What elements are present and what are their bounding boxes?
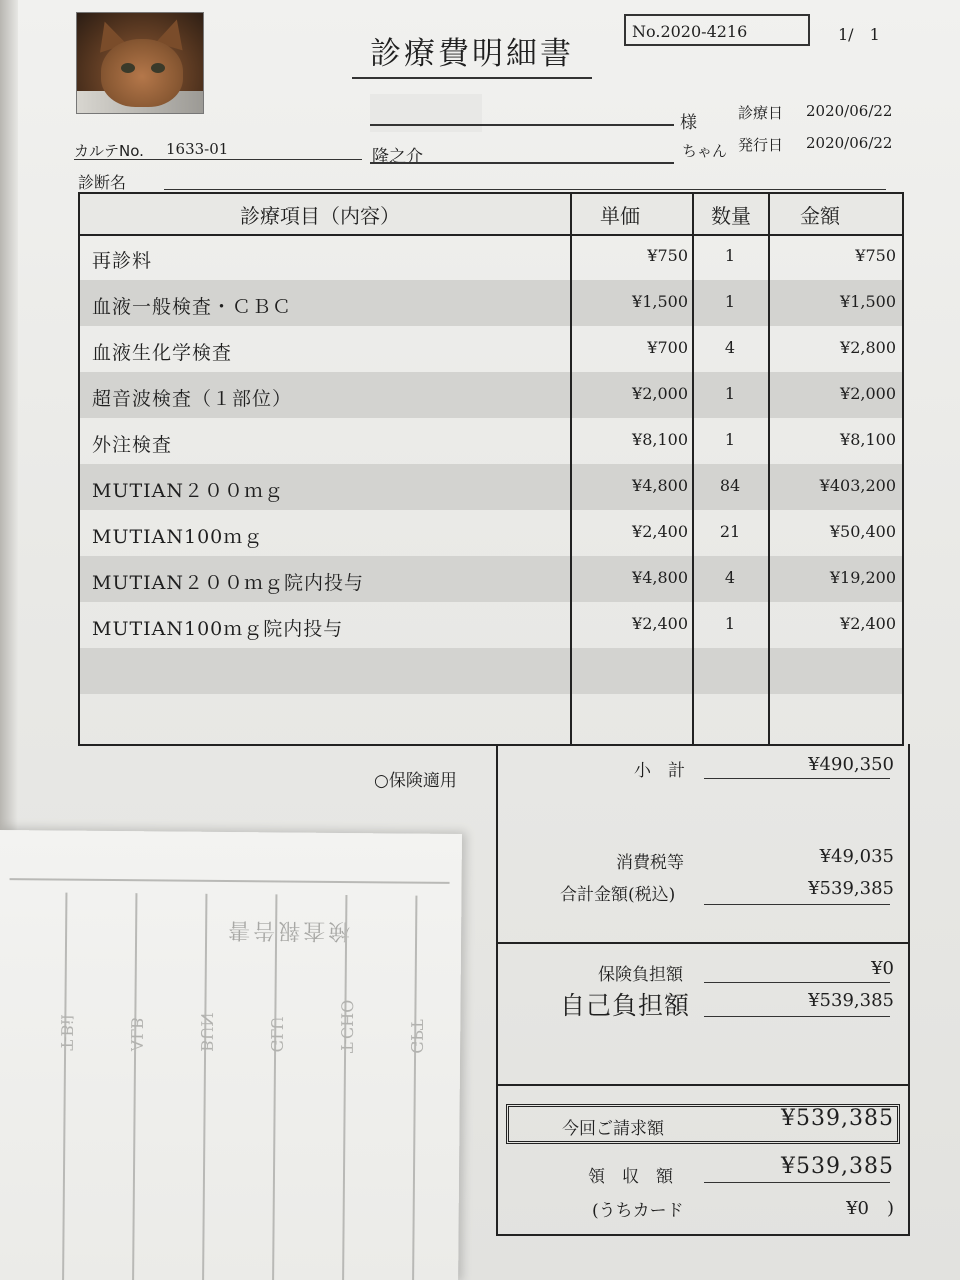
- owner-name-redacted: [370, 94, 482, 132]
- insurance-burden-value: ¥0: [871, 958, 894, 979]
- page-number: 1/ 1: [838, 25, 880, 44]
- lab-report-column: [272, 894, 277, 1280]
- visit-date: 2020/06/22: [806, 102, 893, 120]
- billing-label: 今回ご請求額: [562, 1119, 664, 1139]
- row-price: ¥750: [647, 246, 688, 265]
- lab-report-column: [132, 893, 137, 1280]
- pet-name-underline: [370, 162, 674, 164]
- insurance-note: ○保険適用: [374, 771, 457, 791]
- header-item: 診療項目（内容）: [240, 204, 400, 228]
- subtotal-underline: [704, 778, 890, 779]
- row-price: ¥1,500: [632, 292, 688, 311]
- summary-divider: [498, 1084, 908, 1086]
- issue-date: 2020/06/22: [806, 134, 893, 152]
- row-qty: 1: [724, 292, 736, 311]
- row-qty: 1: [724, 384, 736, 403]
- lab-report-column: [202, 894, 207, 1280]
- table-row: [80, 648, 902, 694]
- total-label: 合計金額(税込): [560, 885, 676, 905]
- diagnosis-label: 診断名: [78, 173, 127, 192]
- table-row: [80, 602, 902, 648]
- pet-name: 隆之介: [372, 147, 423, 167]
- lab-report-title: 検査報告書: [225, 916, 351, 944]
- lab-item: T-Bil: [57, 1014, 77, 1051]
- table-row: [80, 372, 902, 418]
- row-price: ¥700: [647, 338, 688, 357]
- row-price: ¥4,800: [632, 568, 688, 587]
- diagnosis-underline: [164, 189, 886, 190]
- row-qty: 1: [724, 246, 736, 265]
- honorific-sama: 様: [680, 113, 697, 133]
- row-amount: ¥750: [855, 246, 896, 265]
- subtotal-label: 小 計: [634, 761, 685, 781]
- header-quantity: 数量: [711, 204, 751, 228]
- row-item: MUTIAN２００ｍｇ院内投与: [92, 572, 364, 594]
- table-row: [80, 280, 902, 326]
- received-underline: [704, 1182, 890, 1183]
- row-item: 外注検査: [92, 434, 173, 456]
- column-divider: [692, 194, 694, 744]
- karte-underline: [74, 159, 362, 160]
- self-burden-value: ¥539,385: [808, 990, 894, 1011]
- card-label: (うちカード: [592, 1201, 684, 1221]
- lab-item: ALB: [127, 1017, 147, 1052]
- row-qty: 1: [724, 430, 736, 449]
- summary-divider: [498, 942, 908, 944]
- owner-name-line: [370, 124, 674, 126]
- insurance-underline: [704, 982, 890, 983]
- issue-date-label: 発行日: [738, 136, 784, 154]
- row-amount: ¥2,400: [840, 614, 896, 633]
- row-item: 血液一般検査・ＣＢＣ: [92, 296, 293, 318]
- document-number: No.2020-4216: [624, 14, 810, 46]
- row-amount: ¥2,000: [840, 384, 896, 403]
- karte-number: 1633-01: [166, 140, 229, 158]
- row-item: MUTIAN２００ｍｇ: [92, 480, 284, 502]
- cat-photo: [76, 12, 204, 114]
- row-item: 再診料: [92, 250, 153, 272]
- row-price: ¥2,400: [632, 614, 688, 633]
- self-underline: [704, 1016, 890, 1017]
- row-price: ¥4,800: [632, 476, 688, 495]
- row-qty: 4: [724, 338, 736, 357]
- row-amount: ¥8,100: [840, 430, 896, 449]
- received-label: 領 収 額: [588, 1167, 673, 1187]
- row-qty: 84: [719, 476, 741, 495]
- total-underline: [704, 904, 890, 905]
- overlapping-lab-report: [0, 830, 462, 1280]
- row-amount: ¥403,200: [819, 476, 896, 495]
- tax-label: 消費税等: [616, 853, 684, 873]
- cat-face: [101, 39, 183, 107]
- header-amount: 金額: [800, 204, 840, 228]
- lab-item: GPT: [407, 1019, 427, 1054]
- karte-label: カルテNo.: [74, 142, 144, 160]
- visit-date-label: 診療日: [738, 104, 784, 122]
- honorific-chan: ちゃん: [682, 142, 728, 160]
- tax-value: ¥49,035: [819, 846, 894, 867]
- row-amount: ¥2,800: [840, 338, 896, 357]
- billing-value: ¥539,385: [781, 1106, 894, 1131]
- row-qty: 21: [719, 522, 741, 541]
- lab-report-column: [342, 895, 347, 1280]
- header-unit-price: 単価: [600, 204, 640, 228]
- summary-box: [496, 744, 910, 1236]
- document-title: 診療費明細書: [352, 28, 592, 79]
- table-row: [80, 464, 902, 510]
- row-amount: ¥19,200: [829, 568, 896, 587]
- row-item: 血液生化学検査: [92, 342, 233, 364]
- table-row: [80, 694, 902, 740]
- lab-report-rule: [10, 878, 450, 884]
- treatment-table: [78, 192, 904, 746]
- row-amount: ¥1,500: [840, 292, 896, 311]
- lab-report-column: [412, 896, 417, 1280]
- subtotal-value: ¥490,350: [808, 754, 894, 775]
- total-value: ¥539,385: [808, 878, 894, 899]
- column-divider: [570, 194, 572, 744]
- row-item: MUTIAN100ｍｇ院内投与: [92, 618, 344, 640]
- insurance-burden-label: 保険負担額: [598, 965, 683, 985]
- row-price: ¥2,400: [632, 522, 688, 541]
- row-price: ¥8,100: [632, 430, 688, 449]
- cat-eye-right: [151, 63, 165, 73]
- column-divider: [768, 194, 770, 744]
- lab-item: BUN: [197, 1012, 217, 1052]
- row-item: 超音波検査（１部位）: [92, 388, 293, 410]
- table-header: [80, 194, 902, 236]
- table-row: [80, 556, 902, 602]
- card-value: ¥0 ): [846, 1198, 894, 1219]
- row-qty: 1: [724, 614, 736, 633]
- table-row: [80, 326, 902, 372]
- row-price: ¥2,000: [632, 384, 688, 403]
- table-row: [80, 510, 902, 556]
- self-burden-label: 自己負担額: [560, 991, 691, 1020]
- lab-report-column: [62, 893, 67, 1280]
- cat-eye-left: [121, 63, 135, 73]
- table-row: [80, 418, 902, 464]
- lab-item: GLU: [267, 1016, 287, 1053]
- table-row: [80, 234, 902, 280]
- row-qty: 4: [724, 568, 736, 587]
- received-value: ¥539,385: [781, 1154, 894, 1179]
- lab-item: T-CHO: [337, 999, 357, 1054]
- row-amount: ¥50,400: [829, 522, 896, 541]
- row-item: MUTIAN100ｍｇ: [92, 526, 264, 548]
